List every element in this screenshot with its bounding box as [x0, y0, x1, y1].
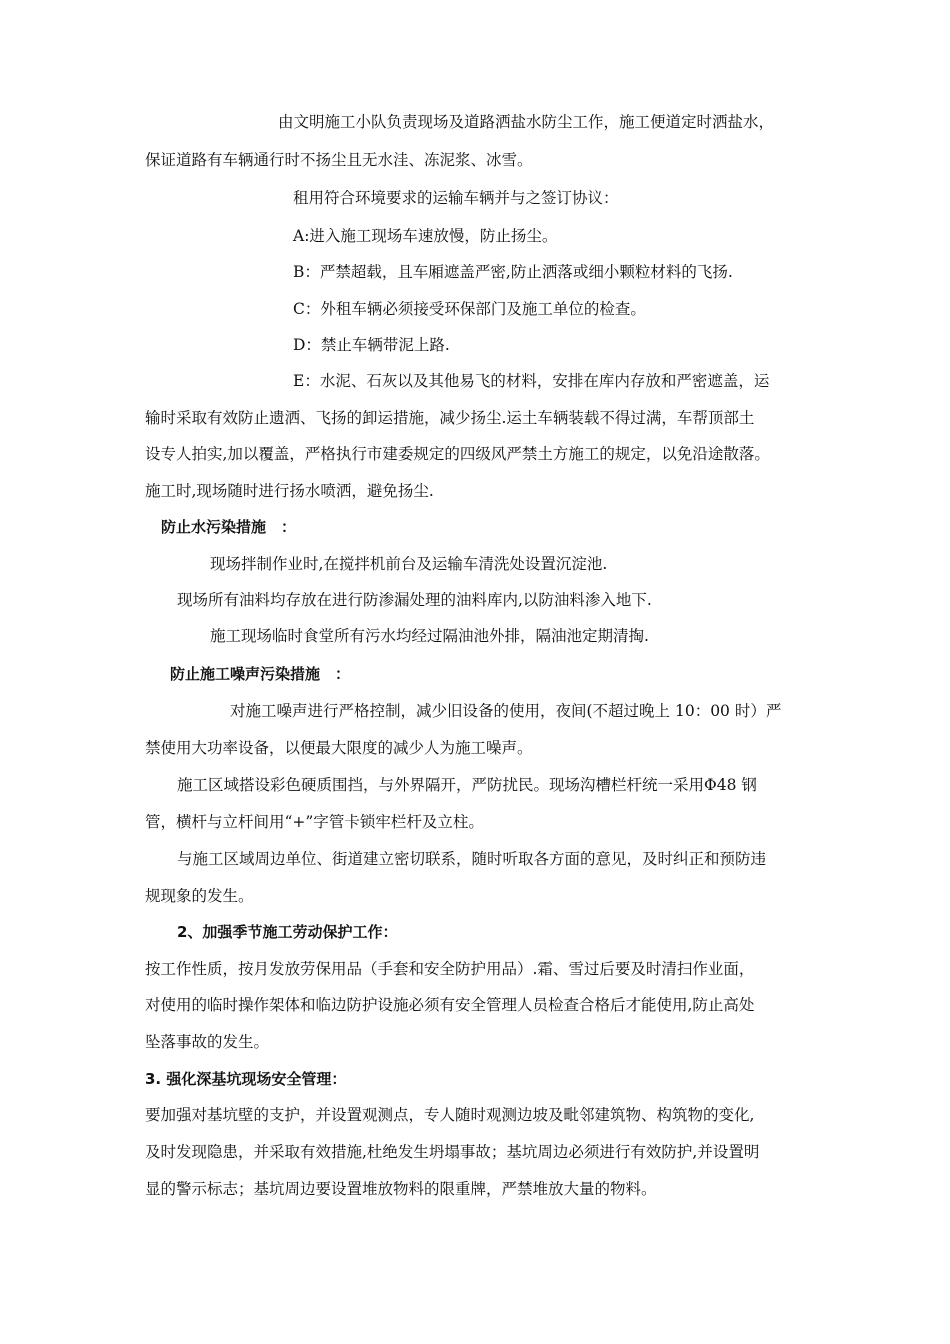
paragraph-line: C：外租车辆必须接受环保部门及施工单位的检查。	[293, 300, 646, 318]
paragraph-line: B：严禁超载，且车厢遮盖严密,防止洒落或细小颗粒材料的飞扬.	[293, 263, 733, 281]
paragraph-line: 坠落事故的发生。	[145, 1033, 270, 1051]
paragraph-line: 保证道路有车辆通行时不扬尘且无水洼、冻泥浆、冰雪。	[145, 151, 533, 169]
paragraph-line: 施工现场临时食堂所有污水均经过隔油池外排，隔油池定期清掏.	[210, 627, 649, 645]
paragraph-line: E：水泥、石灰以及其他易飞的材料，安排在库内存放和严密遮盖，运	[293, 372, 770, 390]
paragraph-line: 与施工区域周边单位、街道建立密切联系，随时听取各方面的意见，及时纠正和预防违	[177, 850, 767, 868]
section-heading: 3. 强化深基坑现场安全管理：	[145, 1070, 347, 1088]
paragraph-line: 现场拌制作业时,在搅拌机前台及运输车清洗处设置沉淀池.	[210, 555, 608, 573]
paragraph-line: 按工作性质，按月发放劳保用品（手套和安全防护用品）.霜、雪过后要及时清扫作业面，	[145, 960, 755, 978]
paragraph-line: 要加强对基坑壁的支护，并设置观测点，专人随时观测边坡及毗邻建筑物、构筑物的变化,	[145, 1106, 755, 1124]
paragraph-line: 施工区域搭设彩色硬质围挡，与外界隔开，严防扰民。现场沟槽栏杆统一采用Φ48 钢	[177, 776, 757, 794]
paragraph-line: 管，横杆与立杆间用“+”字管卡锁牢栏杆及立柱。	[145, 813, 484, 831]
paragraph-line: 对使用的临时操作架体和临边防护设施必须有安全管理人员检查合格后才能使用,防止高处	[145, 996, 755, 1014]
section-heading: 防止施工噪声污染措施 ：	[170, 665, 351, 683]
section-heading: 防止水污染措施 ：	[161, 518, 297, 536]
paragraph-line: 由文明施工小队负责现场及道路洒盐水防尘工作，施工便道定时洒盐水，	[278, 113, 775, 131]
paragraph-line: 对施工噪声进行严格控制，减少旧设备的使用，夜间(不超过晚上 10：00 时）严	[230, 702, 782, 720]
paragraph-line: A:进入施工现场车速放慢，防止扬尘。	[293, 227, 558, 245]
paragraph-line: 及时发现隐患，并采取有效措施,杜绝发生坍塌事故；基坑周边必须进行有效防护,并设置明	[145, 1143, 760, 1161]
paragraph-line: 设专人拍实,加以覆盖，严格执行市建委规定的四级风严禁土方施工的规定，以免沿途散落。	[145, 445, 770, 463]
section-heading: 2、加强季节施工劳动保护工作：	[177, 923, 398, 941]
paragraph-line: 施工时,现场随时进行扬水喷洒，避免扬尘.	[145, 482, 434, 500]
paragraph-line: 显的警示标志；基坑周边要设置堆放物料的限重牌，严禁堆放大量的物料。	[145, 1180, 657, 1198]
paragraph-line: 禁使用大功率设备，以便最大限度的减少人为施工噪声。	[145, 739, 533, 757]
paragraph-line: 输时采取有效防止遗洒、飞扬的卸运措施，减少扬尘.运土车辆装载不得过满，车帮顶部土	[145, 409, 755, 427]
paragraph-line: 现场所有油料均存放在进行防渗漏处理的油料库内,以防油料渗入地下.	[177, 591, 652, 609]
paragraph-line: 租用符合环境要求的运输车辆并与之签订协议：	[293, 189, 619, 207]
paragraph-line: 规现象的发生。	[145, 887, 254, 905]
paragraph-line: D：禁止车辆带泥上路.	[293, 336, 450, 354]
